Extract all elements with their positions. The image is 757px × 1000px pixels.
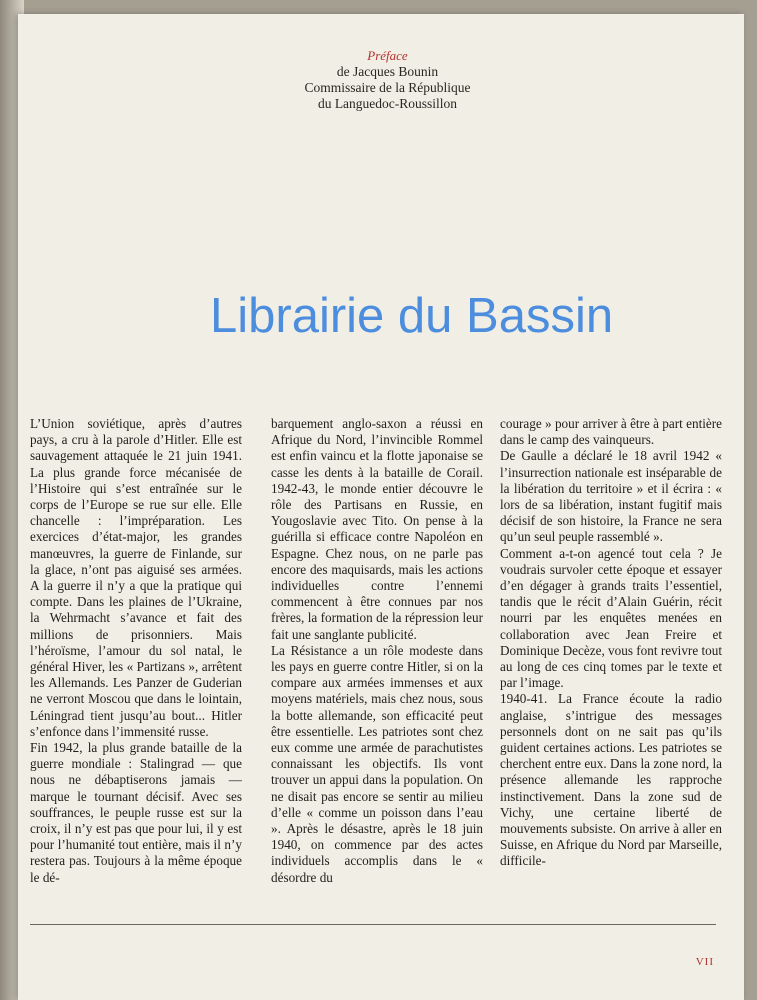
preface-header <box>18 48 744 112</box>
text-column-2 <box>271 416 483 886</box>
text-column-1 <box>30 416 242 886</box>
text-columns <box>30 416 730 936</box>
paragraph: L’Union soviétique, après d’autres pays, a cru à la parole d’Hitler. Elle est sauvagement attaquée le 21 juin 1941. La plus grande force mécanisée de l’Histoire qui s’est entraînée sur le corps de l’Europe se rue sur elle. Elle chancelle : l’impréparation. Les exercices d’état-major, les grandes manœuvres, la guerre de Finlande, sur la glace, n’ont pas aiguisé ses armées. A la guerre il n’y a que la pratique qui compte. Dans les plaines de l’Ukraine, la Wehrmacht s’avance et fait des millions de prisonniers. Mais l’héroïsme, l’amour du sol natal, le général Hiver, les « Partizans », arrêtent les Allemands. Les Panzer de Guderian ne verront Moscou que dans le lointain, Léningrad tient jusqu’au bout... Hitler s’enfonce dans l’immensité russe. <box>30 416 242 739</box>
paragraph: Comment a-t-on agencé tout cela ? Je voudrais survoler cette époque et essayer d’en dégager à grands traits l’essentiel, tandis que le récit d’Alain Guérin, récit nourri par les enquêtes menées en collaboration avec Jean Freire et Dominique Decèze, vous font revivre tout au long de ces cinq tomes par le texte et par l’image. <box>500 545 722 691</box>
paragraph: barquement anglo-saxon a réussi en Afrique du Nord, l’invincible Rommel est enfin vaincu et la flotte japonaise se casse les dents à la bataille de Corail. 1942-43, le monde entier découvre le rôle des Partisans en Russie, en Yougoslavie avec Tito. On pense à la guérilla si efficace contre Napoléon en Espagne. Chez nous, on ne parle pas encore des maquisards, mais les actions individuelles contre l’ennemi commencent à être connues par nos frères, la formation de la répression leur fait une sanglante publicité. <box>271 416 483 642</box>
page-number: VII <box>695 956 714 968</box>
book-page <box>18 14 744 1000</box>
preface-author: de Jacques Bounin <box>336 64 439 79</box>
preface-title: Préface <box>367 48 408 63</box>
paragraph: 1940-41. La France écoute la radio anglaise, s’intrigue des messages personnels dont on ne sait pas qu’ils guident certaines actions. Les patriotes se cherchent entre eux. Dans la zone nord, la présence allemande les rapproche instinctivement. Dans la zone sud de Vichy, une certaine liberté de mouvements subsiste. On arrive à aller en Suisse, en Afrique du Nord par Marseille, difficile- <box>500 691 722 869</box>
preface-region: du Languedoc-Roussillon <box>317 96 458 111</box>
text-column-3 <box>500 416 722 870</box>
watermark-text: Librairie du Bassin <box>210 289 614 343</box>
paragraph: La Résistance a un rôle modeste dans les pays en guerre contre Hitler, si on la compare aux armées immenses et aux moyens matériels, mais chez nous, sous la botte allemande, son efficacité peut être essentielle. Les patriotes sont chez eux comme une armée de parachutistes connaissant les objectifs. Ils vont trouver un appui dans la population. On ne disait pas encore se sentir au milieu d’elle « comme un poisson dans l’eau ». Après le désastre, après le 18 juin 1940, on commence par des actes individuels accomplis dans le « désordre du <box>271 642 483 885</box>
paragraph: Fin 1942, la plus grande bataille de la guerre mondiale : Stalingrad — que nous ne débaptiserons jamais — marque le tournant décisif. Avec ses souffrances, le peuple russe est sur la croix, il n’y est pas que pour lui, il y est pour l’humanité tout entière, mais il n’y restera pas. Toujours à la même époque le dé- <box>30 740 242 885</box>
paragraph: De Gaulle a déclaré le 18 avril 1942 « l’insurrection nationale est inséparable de la libération du territoire » et il écrira : « lors de sa libération, instant fugitif mais décisif de son histoire, la France ne sera qu’un seul peuple rassemblé ». <box>500 448 722 545</box>
paragraph: courage » pour arriver à être à part entière dans le camp des vainqueurs. <box>500 416 722 448</box>
preface-role: Commissaire de la République <box>304 80 471 95</box>
footer-rule <box>30 924 716 925</box>
